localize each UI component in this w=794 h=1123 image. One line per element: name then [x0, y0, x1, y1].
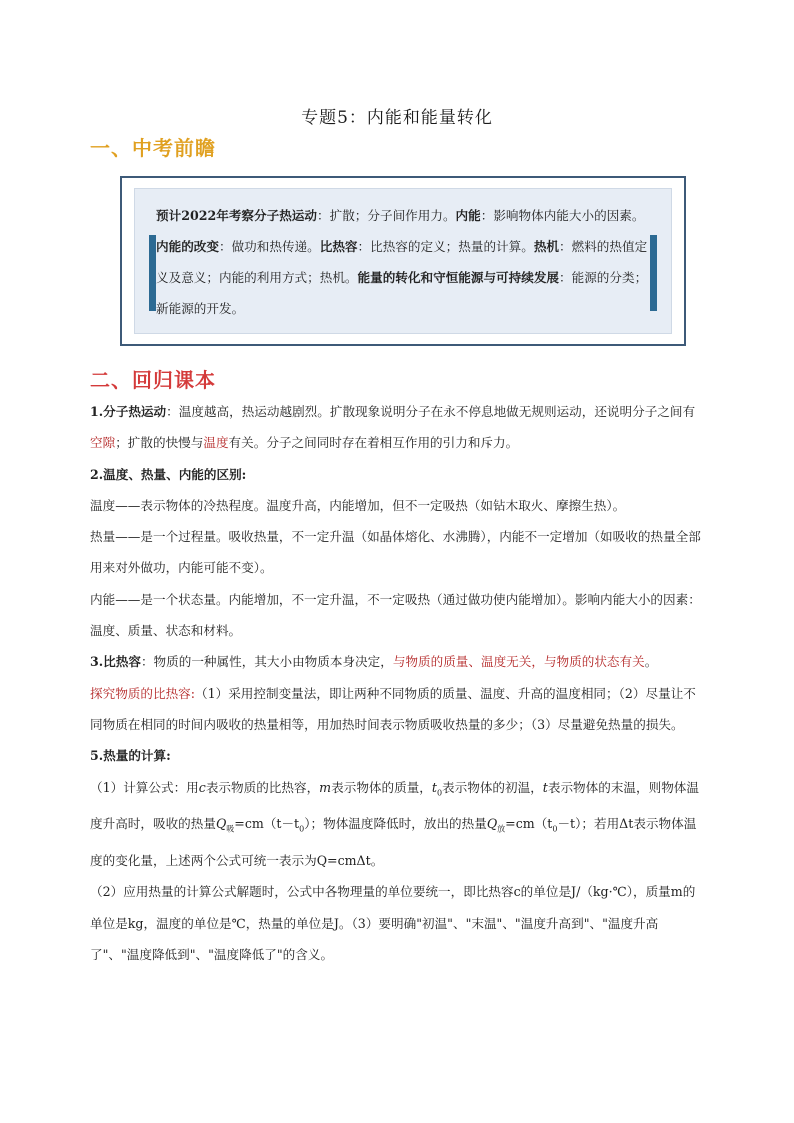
paragraph-molecular-motion: 1.分子热运动：温度越高，热运动越剧烈。扩散现象说明分子在永不停息地做无规则运动，还说明分子之间有空隙；扩散的快慢与温度有关。分子之间同时存在着相互作用的引力和斥力。: [90, 404, 696, 451]
section-heading-forecast: 一、中考前瞻: [90, 136, 216, 160]
paragraph-heat: 热量——是一个过程量。吸收热量，不一定升温（如晶体熔化、水沸腾），内能不一定增加（如吸收的热量全部用来对外做功，内能可能不变）。: [90, 529, 701, 576]
paragraph-formula: （1）计算公式：用c表示物质的比热容，m表示物体的质量，$t_0$表示物体的初温，t表示物体的末温，则物体温度升高时，吸收的热量$Q_吸=cm(t-t_0)$；物体温度降低时，放出的热量$Q_放=cm(t_0-t)$；若用Δt表示物体温度的变化量，上述两个公式可统一表示为Q=cmΔt。: [90, 779, 699, 869]
section-heading-textbook: 二、回归课本: [90, 368, 216, 392]
paragraph-heat-calculation-heading: 5.热量的计算:: [90, 748, 171, 764]
textbook-body: [90, 396, 702, 970]
paragraph-explore-specific-heat: 探究物质的比热容:（1）采用控制变量法，即让两种不同物质的质量、温度、升高的温度相同；（2）尽量让不同物质在相同的时间内吸收的热量相等，用加热时间表示物质吸收热量的多少；（3）尽量避免热量的损失。: [90, 685, 696, 732]
paragraph-internal-energy: 内能——是一个状态量。内能增加，不一定升温，不一定吸热（通过做功使内能增加）。影响内能大小的因素：温度、质量、状态和材料。: [90, 591, 701, 639]
paragraph-temperature: 温度——表示物体的冷热程度。温度升高，内能增加，但不一定吸热（如钻木取火、摩擦生热）。: [90, 497, 626, 513]
page-title: 专题5：内能和能量转化: [301, 108, 493, 128]
paragraph-units: （2）应用热量的计算公式解题时，公式中各物理量的单位要统一，即比热容c的单位是J/（kg·℃），质量m的单位是kg，温度的单位是℃，热量的单位是J。（3）要明确"初温"、"末温"、"温度升高到"、"温度升高了"、"温度降低到"、"温度降低了"的含义。: [90, 884, 696, 963]
forecast-text: 预计2022年考察分子热运动：扩散；分子间作用力。内能：影响物体内能大小的因素。内能的改变：做功和热传递。比热容：比热容的定义；热量的计算。热机：燃料的热值定义及意义；内能的利用方式；热机。能量的转化和守恒能源与可持续发展：能源的分类；新能源的开发。: [156, 208, 648, 316]
paragraph-difference-heading: 2.温度、热量、内能的区别:: [90, 466, 247, 482]
paragraph-specific-heat: 3.比热容：物质的一种属性，其大小由物质本身决定，与物质的质量、温度无关，与物质的状态有关。: [90, 654, 658, 670]
box-accent-bar-left: [149, 235, 156, 311]
